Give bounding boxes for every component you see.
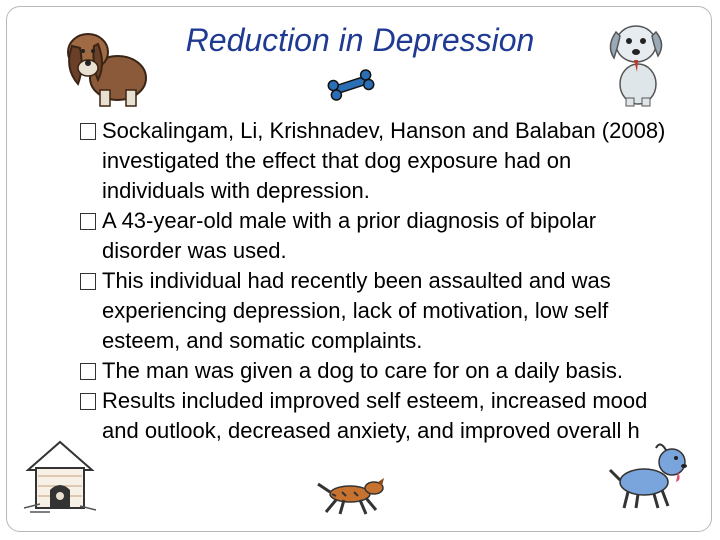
bullet-item: Results included improved self esteem, increased mood and outlook, decreased anxiety, and improved overall h [80, 386, 680, 446]
bullet-item: Sockalingam, Li, Krishnadev, Hanson and Balaban (2008) investigated the effect that dog exposure had on individuals with depression. [80, 116, 680, 206]
bone-icon [324, 68, 378, 102]
bullet-item: The man was given a dog to care for on a daily basis. [80, 356, 680, 386]
basset-hound-icon [58, 18, 150, 110]
bullet-marker [80, 123, 96, 140]
slide-title: Reduction in Depression [185, 22, 535, 58]
bullet-list [80, 116, 680, 446]
bullet-item: A 43-year-old male with a prior diagnosis of bipolar disorder was used. [80, 206, 680, 266]
bullet-marker [80, 393, 96, 410]
blue-dog-icon [606, 436, 694, 512]
bullet-marker [80, 363, 96, 380]
sitting-dog-icon [604, 14, 670, 110]
bullet-item: This individual had recently been assaulted and was experiencing depression, lack of motivation, low self esteem, and somatic complaints. [80, 266, 680, 356]
bullet-marker [80, 213, 96, 230]
running-dog-icon [316, 474, 388, 516]
bullet-marker [80, 273, 96, 290]
doghouse-icon [20, 436, 100, 516]
